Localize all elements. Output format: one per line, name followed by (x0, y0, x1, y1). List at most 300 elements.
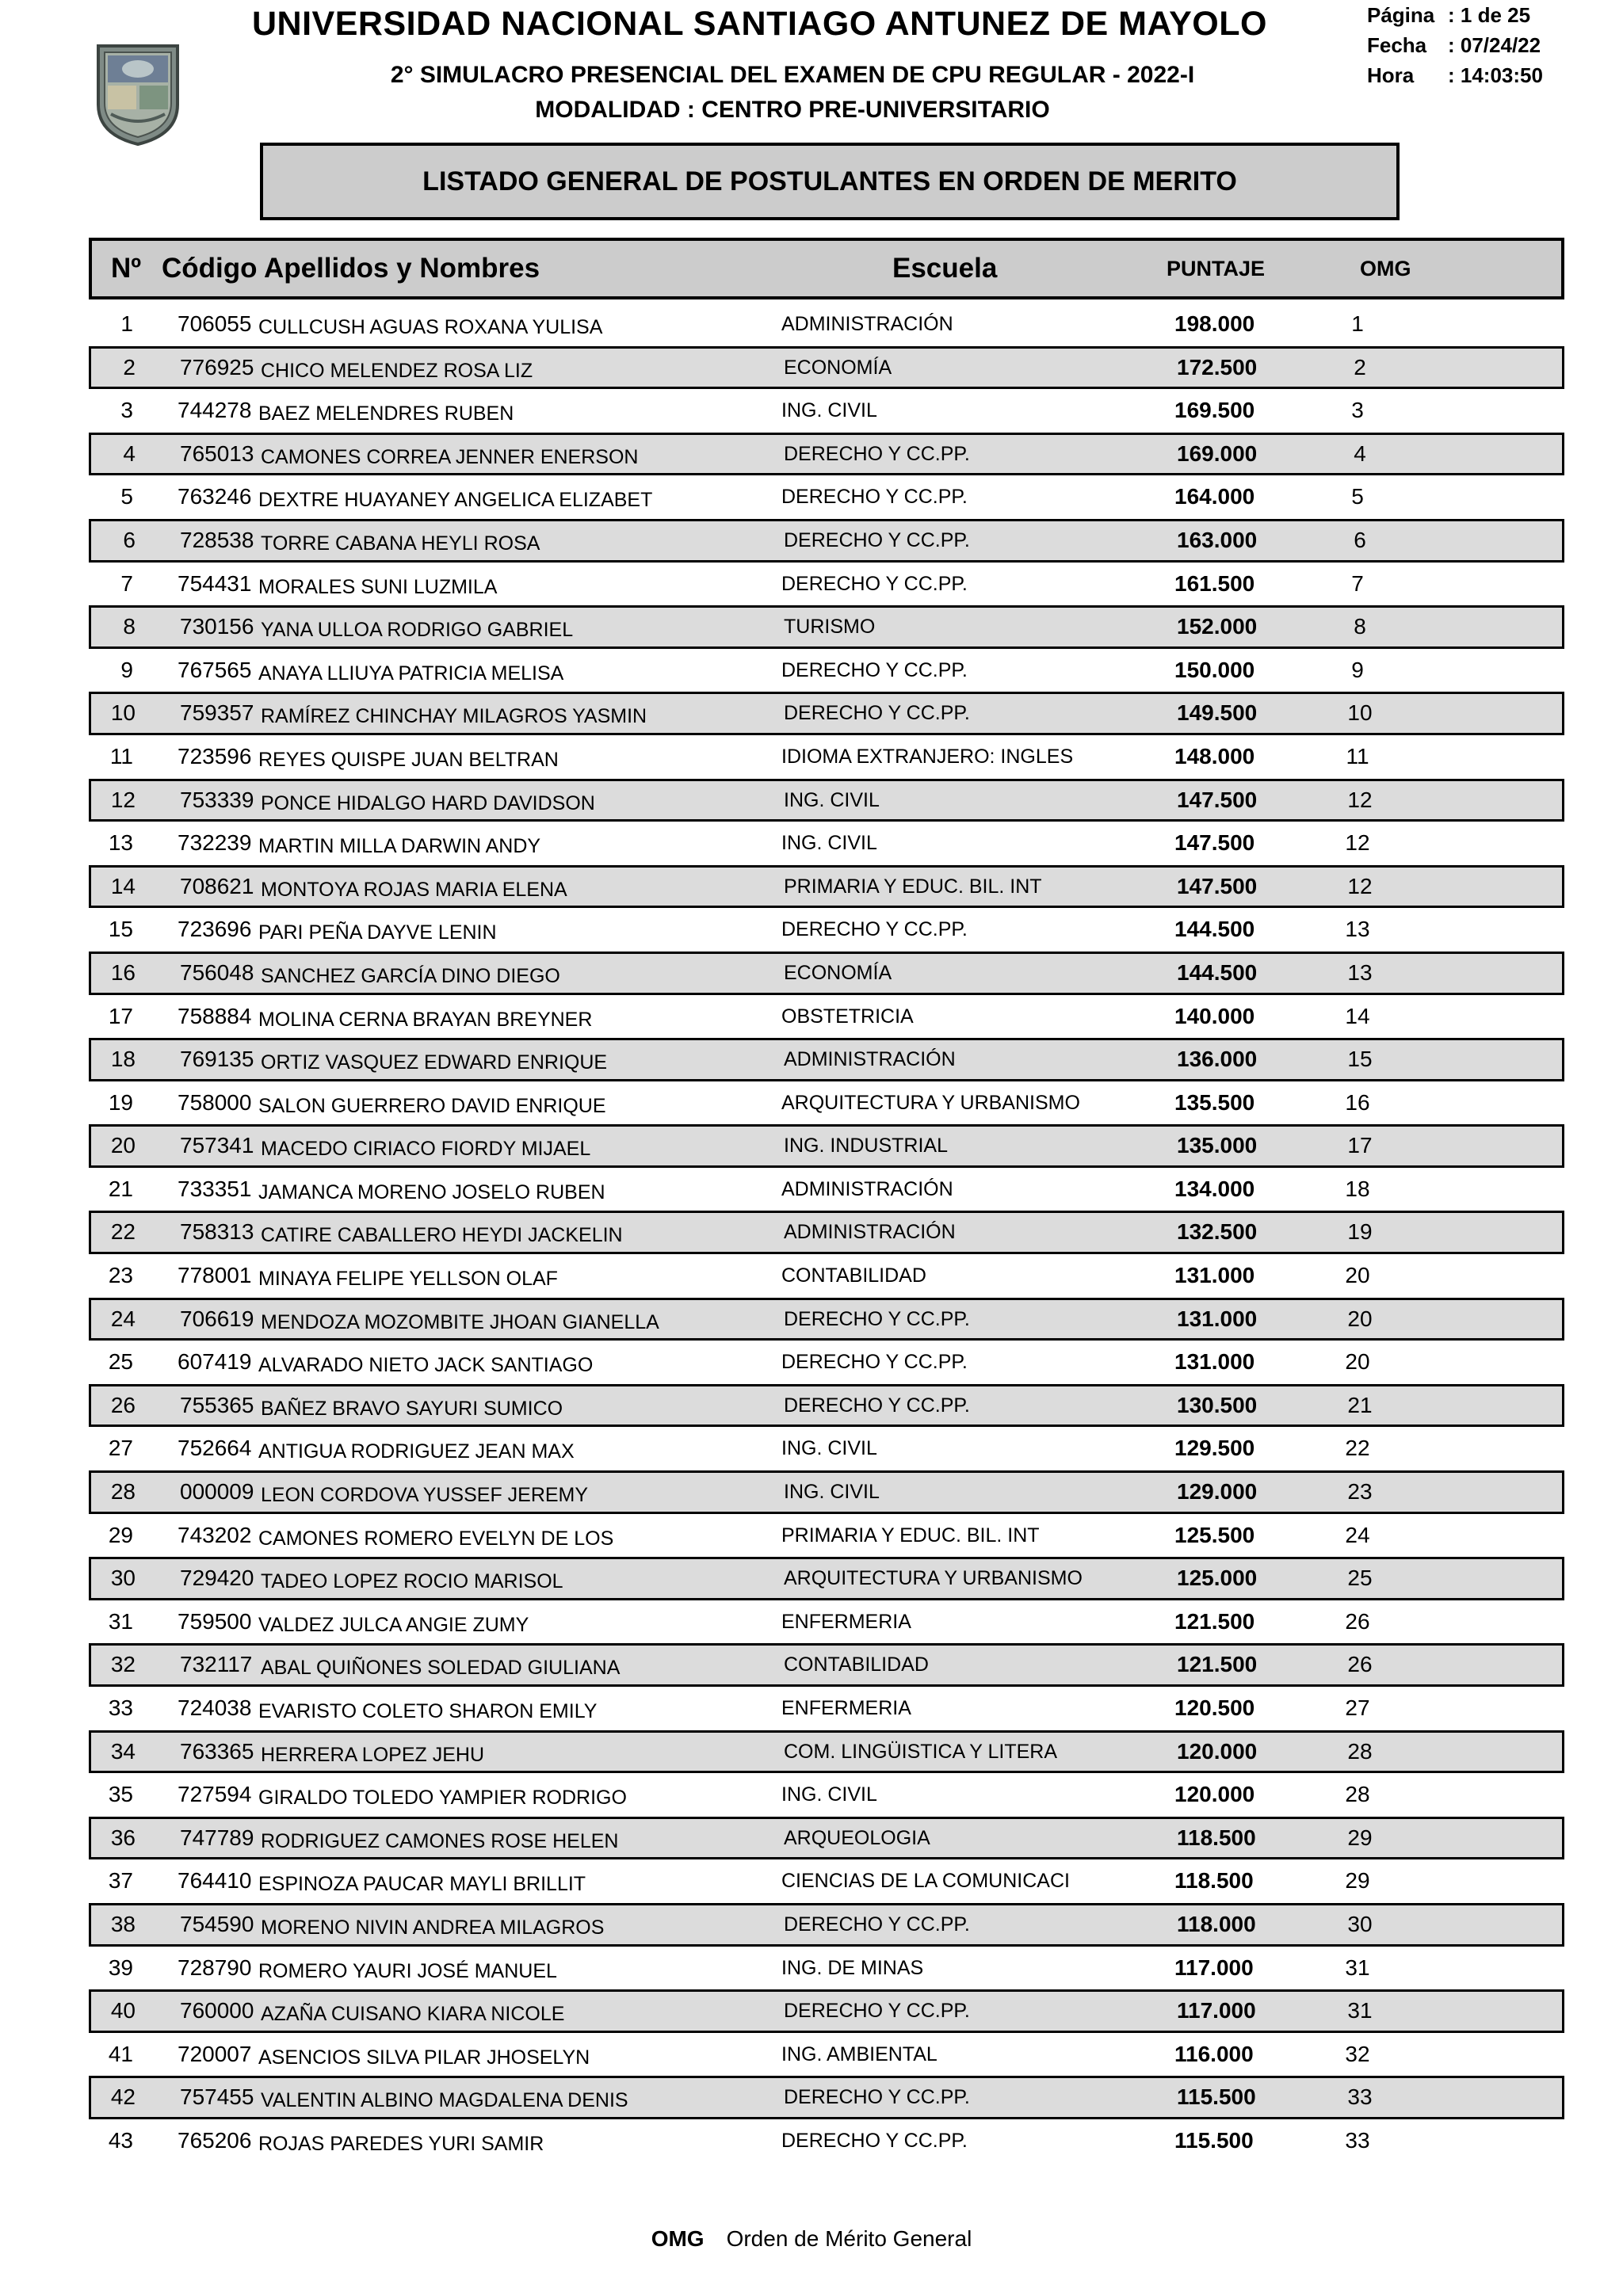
row-omg: 31 (1347, 1998, 1373, 2023)
table-row (89, 2033, 1564, 2077)
row-name: DEXTRE HUAYANEY ANGELICA ELIZABET (258, 489, 653, 512)
row-omg: 12 (1345, 830, 1370, 856)
row-code: 720007 (178, 2041, 252, 2066)
row-score: 135.000 (1177, 1133, 1258, 1158)
row-number: 33 (108, 1695, 133, 1720)
row-omg: 26 (1345, 1608, 1370, 1634)
row-school: ECONOMÍA (784, 356, 892, 379)
row-school: ING. CIVIL (781, 832, 877, 855)
table-row (89, 1687, 1564, 1730)
row-omg: 16 (1345, 1089, 1370, 1115)
row-code: 759500 (178, 1608, 252, 1634)
row-score: 120.000 (1174, 1782, 1255, 1807)
row-number: 23 (108, 1263, 133, 1288)
table-row (89, 1947, 1564, 1990)
row-score: 116.000 (1174, 2041, 1254, 2066)
row-name: MENDOZA MOZOMBITE JHOAN GIANELLA (261, 1310, 659, 1333)
row-omg: 20 (1345, 1349, 1370, 1375)
row-number: 27 (108, 1436, 133, 1461)
row-number: 35 (108, 1782, 133, 1807)
row-omg: 3 (1351, 398, 1364, 423)
row-score: 120.500 (1174, 1695, 1255, 1720)
row-score: 136.000 (1177, 1047, 1258, 1072)
row-omg: 20 (1345, 1263, 1370, 1288)
row-name: ALVARADO NIETO JACK SANTIAGO (258, 1354, 594, 1377)
row-name: GIRALDO TOLEDO YAMPIER RODRIGO (258, 1787, 627, 1810)
row-school: CIENCIAS DE LA COMUNICACI (781, 1870, 1070, 1893)
row-number: 26 (110, 1392, 136, 1417)
table-row (89, 865, 1564, 909)
row-code: 732117 (180, 1652, 253, 1677)
table-row (89, 346, 1564, 390)
row-code: 763365 (180, 1738, 254, 1764)
row-code: 706055 (178, 311, 252, 336)
row-omg: 32 (1345, 2041, 1370, 2066)
row-name: MOLINA CERNA BRAYAN BREYNER (258, 1008, 593, 1031)
row-code: 724038 (178, 1695, 252, 1720)
row-school: DERECHO Y CC.PP. (781, 486, 968, 509)
row-number: 4 (123, 441, 136, 466)
row-omg: 30 (1347, 1911, 1373, 1936)
row-name: RAMÍREZ CHINCHAY MILAGROS YASMIN (261, 705, 647, 728)
row-number: 7 (120, 570, 133, 596)
row-name: BAÑEZ BRAVO SAYURI SUMICO (261, 1397, 563, 1420)
table-row (89, 1817, 1564, 1860)
row-school: PRIMARIA Y EDUC. BIL. INT (781, 1524, 1040, 1547)
row-omg: 19 (1347, 1219, 1373, 1245)
row-number: 18 (110, 1047, 136, 1072)
row-school: DERECHO Y CC.PP. (781, 2129, 968, 2152)
date-value: : 07/24/22 (1448, 33, 1541, 57)
row-score: 172.500 (1177, 354, 1258, 379)
row-number: 28 (110, 1479, 136, 1505)
row-omg: 7 (1351, 570, 1364, 596)
row-school: ECONOMÍA (784, 961, 892, 984)
row-omg: 26 (1347, 1652, 1373, 1677)
row-number: 5 (120, 484, 133, 509)
row-omg: 13 (1345, 917, 1370, 942)
row-omg: 33 (1347, 2084, 1373, 2110)
date-label: Fecha (1367, 33, 1427, 57)
table-row (89, 995, 1564, 1039)
table-row (89, 519, 1564, 563)
table-row (89, 389, 1564, 433)
table-row (89, 2076, 1564, 2119)
row-number: 1 (120, 311, 133, 336)
row-score: 163.000 (1177, 527, 1258, 552)
row-omg: 4 (1354, 441, 1366, 466)
row-school: DERECHO Y CC.PP. (784, 442, 970, 465)
table-row (89, 649, 1564, 692)
row-number: 29 (108, 1522, 133, 1547)
row-score: 118.000 (1177, 1911, 1256, 1936)
row-code: 706619 (180, 1306, 254, 1331)
row-score: 131.000 (1174, 1349, 1255, 1375)
row-omg: 21 (1347, 1392, 1373, 1417)
row-school: ENFERMERIA (781, 1697, 911, 1719)
row-school: ARQUEOLOGIA (784, 1826, 930, 1849)
row-omg: 12 (1347, 873, 1373, 898)
row-school: ING. CIVIL (784, 1481, 880, 1504)
row-code: 776925 (180, 354, 254, 379)
row-code: 763246 (178, 484, 252, 509)
row-number: 16 (110, 959, 136, 985)
table-row (89, 1254, 1564, 1298)
table-row (89, 1168, 1564, 1211)
row-name: CAMONES CORREA JENNER ENERSON (261, 445, 639, 468)
row-number: 34 (110, 1738, 136, 1764)
row-name: LEON CORDOVA YUSSEF JEREMY (261, 1484, 589, 1507)
row-name: SALON GUERRERO DAVID ENRIQUE (258, 1094, 606, 1117)
row-school: ING. DE MINAS (781, 1956, 924, 1979)
row-code: 607419 (178, 1349, 252, 1375)
university-shield-icon (94, 41, 182, 147)
row-code: 778001 (178, 1263, 252, 1288)
row-school: DERECHO Y CC.PP. (784, 702, 970, 725)
row-score: 129.500 (1174, 1436, 1255, 1461)
row-number: 36 (110, 1825, 136, 1850)
table-row (89, 1557, 1564, 1600)
row-omg: 8 (1354, 614, 1366, 639)
row-omg: 2 (1354, 354, 1366, 379)
row-score: 149.500 (1177, 700, 1258, 726)
results-table-body (89, 303, 1564, 2163)
footer-meaning: Orden de Mérito General (726, 2226, 972, 2251)
table-row (89, 1470, 1564, 1514)
row-name: EVARISTO COLETO SHARON EMILY (258, 1700, 598, 1722)
row-name: RODRIGUEZ CAMONES ROSE HELEN (261, 1829, 619, 1852)
table-row (89, 1859, 1564, 1903)
exam-subtitle: 2° SIMULACRO PRESENCIAL DEL EXAMEN DE CPU REGULAR - 2022-I (390, 62, 1195, 88)
row-name: VALDEZ JULCA ANGIE ZUMY (258, 1613, 529, 1636)
row-school: DERECHO Y CC.PP. (781, 572, 968, 595)
table-row (89, 1298, 1564, 1341)
page-value: : 1 de 25 (1448, 3, 1531, 27)
row-school: DERECHO Y CC.PP. (781, 1351, 968, 1374)
row-school: ING. CIVIL (784, 788, 880, 811)
table-row (89, 1341, 1564, 1384)
row-code: 708621 (180, 873, 254, 898)
table-row (89, 433, 1564, 476)
row-name: ORTIZ VASQUEZ EDWARD ENRIQUE (261, 1051, 608, 1074)
row-school: DERECHO Y CC.PP. (781, 918, 968, 941)
row-omg: 27 (1345, 1695, 1370, 1720)
row-school: DERECHO Y CC.PP. (784, 528, 970, 551)
row-score: 140.000 (1174, 1003, 1255, 1028)
row-code: 747789 (180, 1825, 254, 1850)
row-score: 130.500 (1177, 1392, 1258, 1417)
page-meta (1367, 0, 1543, 90)
row-number: 17 (108, 1003, 133, 1028)
row-number: 11 (109, 743, 133, 769)
row-school: ARQUITECTURA Y URBANISMO (781, 1091, 1080, 1114)
row-score: 132.500 (1177, 1219, 1258, 1245)
row-name: TADEO LOPEZ ROCIO MARISOL (261, 1570, 563, 1593)
row-omg: 6 (1354, 527, 1366, 552)
row-code: 732239 (178, 830, 252, 856)
col-school-header: Escuela (892, 253, 998, 284)
col-nro-header: Nº (111, 253, 142, 284)
row-name: CATIRE CABALLERO HEYDI JACKELIN (261, 1224, 623, 1247)
row-code: 758000 (178, 1089, 252, 1115)
row-omg: 14 (1345, 1003, 1370, 1028)
row-school: CONTABILIDAD (781, 1264, 926, 1287)
row-score: 118.500 (1174, 1868, 1254, 1894)
row-number: 12 (110, 787, 136, 812)
row-score: 115.500 (1174, 2127, 1254, 2153)
row-name: ANTIGUA RODRIGUEZ JEAN MAX (258, 1440, 575, 1463)
table-row (89, 605, 1564, 649)
table-row (89, 1427, 1564, 1470)
row-name: JAMANCA MORENO JOSELO RUBEN (258, 1180, 605, 1203)
row-omg: 22 (1345, 1436, 1370, 1461)
row-omg: 12 (1347, 787, 1373, 812)
row-number: 20 (110, 1133, 136, 1158)
row-code: 769135 (180, 1047, 254, 1072)
row-code: 730156 (180, 614, 254, 639)
row-number: 31 (108, 1608, 133, 1634)
row-omg: 13 (1347, 959, 1373, 985)
col-omg-header: OMG (1360, 257, 1411, 280)
row-code: 755365 (180, 1392, 254, 1417)
row-omg: 1 (1351, 311, 1364, 336)
row-score: 152.000 (1177, 614, 1258, 639)
table-row (89, 952, 1564, 995)
row-name: VALENTIN ALBINO MAGDALENA DENIS (261, 2089, 628, 2112)
row-name: PARI PEÑA DAYVE LENIN (258, 921, 497, 944)
row-code: 756048 (180, 959, 254, 985)
row-number: 42 (110, 2084, 136, 2110)
row-school: ING. CIVIL (781, 1437, 877, 1460)
row-score: 161.500 (1174, 570, 1255, 596)
row-code: 752664 (178, 1436, 252, 1461)
row-omg: 25 (1347, 1566, 1373, 1591)
row-score: 147.500 (1174, 830, 1255, 856)
row-omg: 28 (1345, 1782, 1370, 1807)
row-number: 21 (108, 1176, 133, 1201)
row-score: 144.500 (1174, 917, 1255, 942)
row-code: 757341 (180, 1133, 254, 1158)
row-number: 30 (110, 1566, 136, 1591)
row-number: 13 (108, 830, 133, 856)
row-number: 22 (110, 1219, 136, 1245)
row-name: MACEDO CIRIACO FIORDY MIJAEL (261, 1138, 591, 1161)
row-school: ADMINISTRACIÓN (781, 1177, 953, 1200)
row-code: 759357 (180, 700, 254, 726)
row-name: ESPINOZA PAUCAR MAYLI BRILLIT (258, 1873, 586, 1896)
row-score: 169.000 (1177, 441, 1258, 466)
table-row (89, 1643, 1564, 1687)
row-score: 147.500 (1177, 873, 1258, 898)
row-name: BAEZ MELENDRES RUBEN (258, 402, 514, 425)
table-row (89, 1514, 1564, 1558)
row-school: ADMINISTRACIÓN (784, 1048, 956, 1071)
row-code: 743202 (178, 1522, 252, 1547)
row-score: 120.000 (1177, 1738, 1258, 1764)
page-label: Página (1367, 3, 1435, 27)
row-school: ING. INDUSTRIAL (784, 1135, 948, 1158)
row-score: 147.500 (1177, 787, 1258, 812)
row-name: MONTOYA ROJAS MARIA ELENA (261, 878, 567, 901)
row-code: 733351 (178, 1176, 252, 1201)
table-row (89, 475, 1564, 519)
row-number: 14 (110, 873, 136, 898)
row-name: MORENO NIVIN ANDREA MILAGROS (261, 1916, 605, 1939)
row-code: 758884 (178, 1003, 252, 1028)
modality-line: MODALIDAD : CENTRO PRE-UNIVERSITARIO (535, 97, 1050, 123)
row-score: 129.000 (1177, 1479, 1258, 1505)
row-school: PRIMARIA Y EDUC. BIL. INT (784, 875, 1042, 898)
listing-banner: LISTADO GENERAL DE POSTULANTES EN ORDEN DE MERITO (260, 143, 1400, 220)
table-row (89, 2119, 1564, 2163)
row-code: 765013 (180, 441, 254, 466)
table-row (89, 1081, 1564, 1125)
row-omg: 9 (1351, 657, 1364, 682)
time-value: : 14:03:50 (1448, 63, 1543, 87)
row-omg: 5 (1351, 484, 1364, 509)
row-omg: 31 (1345, 1955, 1370, 1980)
row-number: 40 (110, 1998, 136, 2023)
row-name: ROJAS PAREDES YURI SAMIR (258, 2132, 544, 2155)
row-name: HERRERA LOPEZ JEHU (261, 1743, 485, 1766)
row-school: CONTABILIDAD (784, 1653, 929, 1676)
row-code: 723596 (178, 743, 252, 769)
row-school: COM. LINGÜISTICA Y LITERA (784, 1740, 1057, 1763)
row-school: ING. AMBIENTAL (781, 2042, 938, 2065)
row-omg: 17 (1347, 1133, 1373, 1158)
row-school: ING. CIVIL (781, 1783, 877, 1806)
row-number: 25 (108, 1349, 133, 1375)
row-omg: 23 (1347, 1479, 1373, 1505)
row-score: 121.500 (1177, 1652, 1258, 1677)
row-number: 15 (108, 917, 133, 942)
row-school: DERECHO Y CC.PP. (784, 1394, 970, 1417)
row-number: 38 (110, 1911, 136, 1936)
table-row (89, 908, 1564, 952)
row-name: ABAL QUIÑONES SOLEDAD GIULIANA (261, 1657, 621, 1680)
row-code: 723696 (178, 917, 252, 942)
row-score: 118.500 (1177, 1825, 1256, 1850)
row-number: 32 (110, 1652, 136, 1677)
row-score: 115.500 (1177, 2084, 1256, 2110)
row-code: 754431 (178, 570, 252, 596)
row-name: MINAYA FELIPE YELLSON OLAF (258, 1268, 558, 1291)
table-row (89, 1124, 1564, 1168)
row-name: CULLCUSH AGUAS ROXANA YULISA (258, 316, 603, 338)
row-omg: 28 (1347, 1738, 1373, 1764)
row-school: ING. CIVIL (781, 399, 877, 422)
row-name: AZAÑA CUISANO KIARA NICOLE (261, 2003, 565, 2026)
row-number: 10 (110, 700, 136, 726)
row-school: DERECHO Y CC.PP. (784, 2000, 970, 2023)
row-omg: 15 (1347, 1047, 1373, 1072)
row-name: PONCE HIDALGO HARD DAVIDSON (261, 791, 595, 814)
row-number: 3 (120, 398, 133, 423)
row-name: CAMONES ROMERO EVELYN DE LOS (258, 1527, 614, 1550)
row-score: 134.000 (1174, 1176, 1255, 1201)
row-number: 24 (110, 1306, 136, 1331)
table-row (89, 563, 1564, 606)
row-omg: 10 (1347, 700, 1373, 726)
row-omg: 24 (1345, 1522, 1370, 1547)
time-label: Hora (1367, 63, 1415, 87)
row-code: 764410 (178, 1868, 252, 1894)
table-row (89, 1600, 1564, 1644)
row-number: 19 (108, 1089, 133, 1115)
row-score: 121.500 (1174, 1608, 1255, 1634)
row-score: 117.000 (1174, 1955, 1254, 1980)
row-number: 43 (108, 2127, 133, 2153)
row-code: 757455 (180, 2084, 254, 2110)
row-score: 148.000 (1174, 743, 1255, 769)
col-code-name-header: Código Apellidos y Nombres (162, 253, 540, 284)
row-name: ASENCIOS SILVA PILAR JHOSELYN (258, 2046, 590, 2069)
footer-abbr: OMG (651, 2226, 705, 2251)
row-name: CHICO MELENDEZ ROSA LIZ (261, 359, 533, 382)
table-row (89, 1903, 1564, 1947)
table-row (89, 779, 1564, 822)
row-school: DERECHO Y CC.PP. (784, 1913, 970, 1936)
row-omg: 29 (1345, 1868, 1370, 1894)
university-title: UNIVERSIDAD NACIONAL SANTIAGO ANTUNEZ DE MAYOLO (252, 5, 1267, 43)
row-code: 728790 (178, 1955, 252, 1980)
row-score: 144.500 (1177, 959, 1258, 985)
row-score: 125.000 (1177, 1566, 1258, 1591)
row-score: 169.500 (1174, 398, 1255, 423)
row-name: TORRE CABANA HEYLI ROSA (261, 532, 540, 555)
table-row (89, 735, 1564, 779)
row-school: OBSTETRICIA (781, 1005, 914, 1028)
row-code: 767565 (178, 657, 252, 682)
row-score: 125.500 (1174, 1522, 1255, 1547)
table-row (89, 822, 1564, 865)
row-omg: 29 (1347, 1825, 1373, 1850)
row-school: TURISMO (784, 616, 876, 639)
row-name: REYES QUISPE JUAN BELTRAN (258, 748, 559, 771)
row-code: 753339 (180, 787, 254, 812)
row-number: 37 (108, 1868, 133, 1894)
row-school: DERECHO Y CC.PP. (784, 1307, 970, 1330)
row-omg: 33 (1345, 2127, 1370, 2153)
row-name: YANA ULLOA RODRIGO GABRIEL (261, 619, 574, 642)
table-row (89, 692, 1564, 735)
row-school: ENFERMERIA (781, 1610, 911, 1633)
row-number: 41 (108, 2041, 133, 2066)
row-code: 729420 (180, 1566, 254, 1591)
table-row (89, 1773, 1564, 1817)
row-score: 131.000 (1177, 1306, 1258, 1331)
row-score: 135.500 (1174, 1089, 1255, 1115)
row-omg: 18 (1345, 1176, 1370, 1201)
row-school: ARQUITECTURA Y URBANISMO (784, 1567, 1083, 1590)
row-number: 39 (108, 1955, 133, 1980)
table-header (89, 238, 1564, 299)
table-row (89, 1211, 1564, 1254)
row-number: 6 (123, 527, 136, 552)
row-name: ROMERO YAURI JOSÉ MANUEL (258, 1959, 557, 1982)
table-row (89, 1989, 1564, 2033)
col-score-header: PUNTAJE (1167, 257, 1266, 280)
table-row (89, 1730, 1564, 1774)
table-row (89, 303, 1564, 346)
row-school: ADMINISTRACIÓN (781, 313, 953, 335)
row-score: 198.000 (1174, 311, 1255, 336)
row-school: DERECHO Y CC.PP. (781, 658, 968, 681)
row-score: 150.000 (1174, 657, 1255, 682)
row-omg: 11 (1346, 743, 1369, 769)
table-row (89, 1038, 1564, 1081)
row-code: 765206 (178, 2127, 252, 2153)
